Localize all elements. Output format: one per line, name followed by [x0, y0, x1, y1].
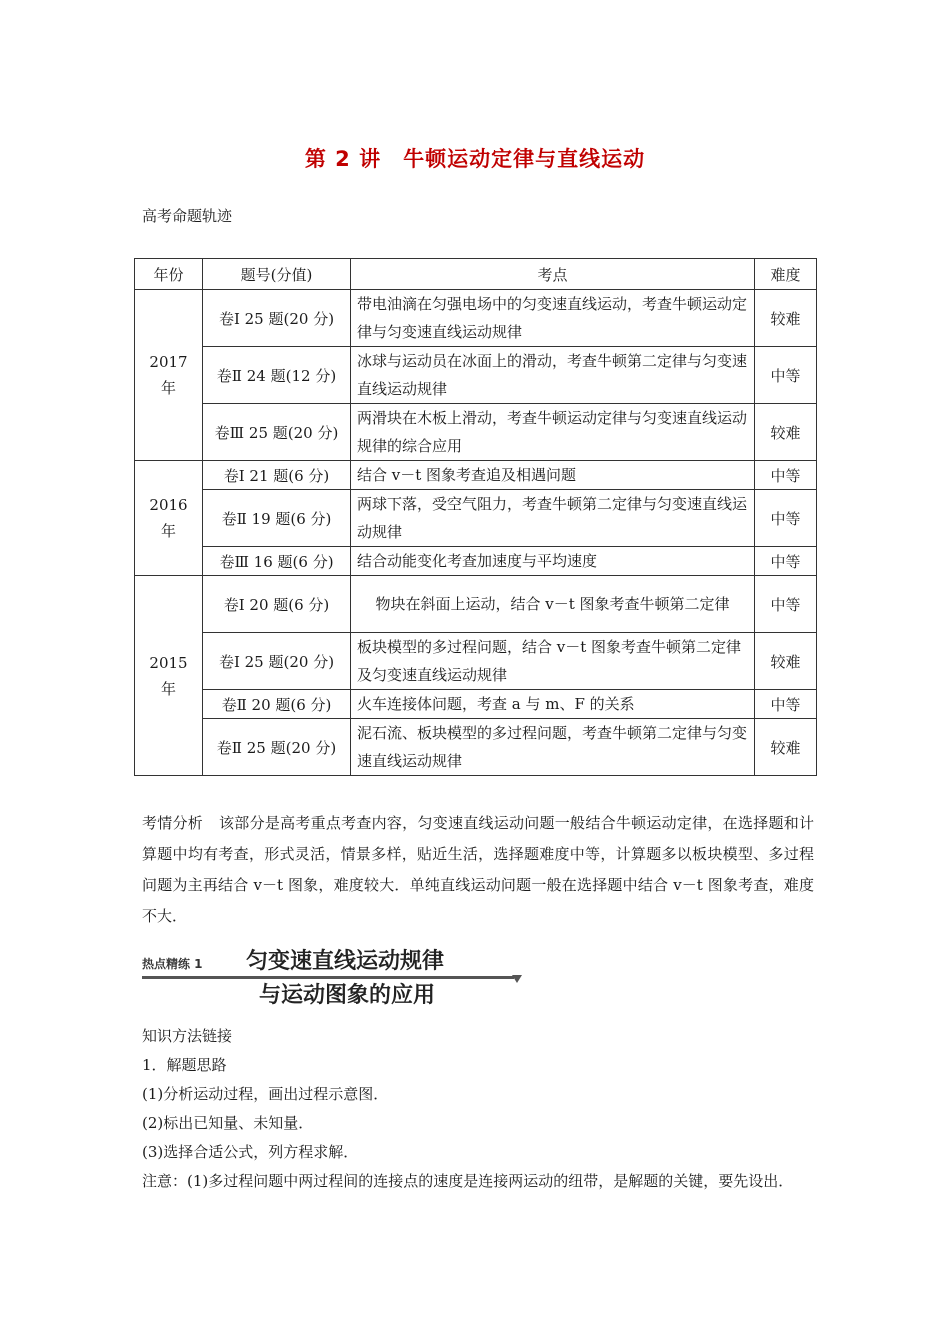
body-note: 注意：(1)多过程问题中两过程间的连接点的速度是连接两运动的纽带，是解题的关键，要先设出． — [142, 1172, 794, 1190]
table-row — [135, 290, 817, 347]
difficulty-cell: 较难 — [755, 719, 817, 776]
banner-tag: 热点精练 1 — [142, 957, 203, 971]
body-line: (2)标出已知量、未知量． — [142, 1114, 314, 1132]
exam-track-table — [134, 258, 817, 776]
point-cell: 火车连接体问题，考查 a 与 m、F 的关系 — [351, 690, 755, 719]
table-row — [135, 347, 817, 404]
section-label: 高考命题轨迹 — [142, 207, 233, 225]
lecture-topic: 牛顿运动定律与直线运动 — [403, 147, 646, 171]
section-banner — [142, 944, 522, 1008]
body-line: (1)分析运动过程，画出过程示意图． — [142, 1085, 389, 1103]
table-row — [135, 490, 817, 547]
header-year: 年份 — [135, 259, 203, 290]
body-text — [142, 1022, 814, 1196]
body-line: (3)选择合适公式，列方程求解． — [142, 1143, 359, 1161]
year-cell: 2016 年 — [135, 461, 203, 576]
question-cell: 卷Ⅲ 25 题(20 分) — [203, 404, 351, 461]
question-cell: 卷Ⅱ 20 题(6 分) — [203, 690, 351, 719]
point-cell: 带电油滴在匀强电场中的匀变速直线运动，考查牛顿运动定律与匀变速直线运动规律 — [351, 290, 755, 347]
body-line: 1．解题思路 — [142, 1056, 227, 1074]
difficulty-cell: 中等 — [755, 547, 817, 576]
point-cell: 板块模型的多过程问题，结合 v－t 图象考查牛顿第二定律及匀变速直线运动规律 — [351, 633, 755, 690]
point-cell: 结合动能变化考查加速度与平均速度 — [351, 547, 755, 576]
difficulty-cell: 较难 — [755, 404, 817, 461]
analysis-label: 考情分析 — [142, 814, 204, 832]
exam-analysis — [142, 808, 814, 932]
point-cell: 物块在斜面上运动，结合 v－t 图象考查牛顿第二定律 — [351, 576, 755, 633]
year-cell: 2017 年 — [135, 290, 203, 461]
difficulty-cell: 中等 — [755, 690, 817, 719]
question-cell: 卷Ⅰ 25 题(20 分) — [203, 290, 351, 347]
analysis-text: 该部分是高考重点考查内容，匀变速直线运动问题一般结合牛顿运动定律，在选择题和计算题中均有考查，形式灵活，情景多样，贴近生活，选择题难度中等，计算题多以板块模型、多过程问题为主再结合 v－t 图象，难度较大．单纯直线运动问题一般在选择题中结合 v－t 图象考查，难度不大． — [142, 814, 814, 925]
banner-heading-line2: 与运动图象的应用 — [259, 983, 436, 1008]
difficulty-cell: 中等 — [755, 461, 817, 490]
table-row — [135, 690, 817, 719]
difficulty-cell: 中等 — [755, 490, 817, 547]
table-header-row — [135, 259, 817, 290]
point-cell: 冰球与运动员在冰面上的滑动，考查牛顿第二定律与匀变速直线运动规律 — [351, 347, 755, 404]
difficulty-cell: 较难 — [755, 290, 817, 347]
question-cell: 卷Ⅱ 25 题(20 分) — [203, 719, 351, 776]
question-cell: 卷Ⅱ 24 题(12 分) — [203, 347, 351, 404]
question-cell: 卷Ⅰ 21 题(6 分) — [203, 461, 351, 490]
question-cell: 卷Ⅱ 19 题(6 分) — [203, 490, 351, 547]
difficulty-cell: 较难 — [755, 633, 817, 690]
point-cell: 泥石流、板块模型的多过程问题，考查牛顿第二定律与匀变速直线运动规律 — [351, 719, 755, 776]
table-row — [135, 404, 817, 461]
body-heading: 知识方法链接 — [142, 1027, 233, 1045]
point-cell: 结合 v－t 图象考查追及相遇问题 — [351, 461, 755, 490]
table-row — [135, 576, 817, 633]
difficulty-cell: 中等 — [755, 347, 817, 404]
banner-heading-line1: 匀变速直线运动规律 — [246, 949, 445, 974]
question-cell: 卷Ⅲ 16 题(6 分) — [203, 547, 351, 576]
table-row — [135, 719, 817, 776]
header-point: 考点 — [351, 259, 755, 290]
lecture-number: 第 2 讲 — [304, 147, 382, 171]
header-question: 题号(分值) — [203, 259, 351, 290]
year-cell: 2015 年 — [135, 576, 203, 776]
table-row — [135, 461, 817, 490]
point-cell: 两滑块在木板上滑动，考查牛顿运动定律与匀变速直线运动规律的综合应用 — [351, 404, 755, 461]
header-difficulty: 难度 — [755, 259, 817, 290]
point-cell: 两球下落，受空气阻力，考查牛顿第二定律与匀变速直线运动规律 — [351, 490, 755, 547]
difficulty-cell: 中等 — [755, 576, 817, 633]
question-cell: 卷Ⅰ 20 题(6 分) — [203, 576, 351, 633]
table-row — [135, 547, 817, 576]
table-row — [135, 633, 817, 690]
page-title — [0, 143, 950, 173]
triangle-down-icon — [512, 975, 522, 983]
question-cell: 卷Ⅰ 25 题(20 分) — [203, 633, 351, 690]
